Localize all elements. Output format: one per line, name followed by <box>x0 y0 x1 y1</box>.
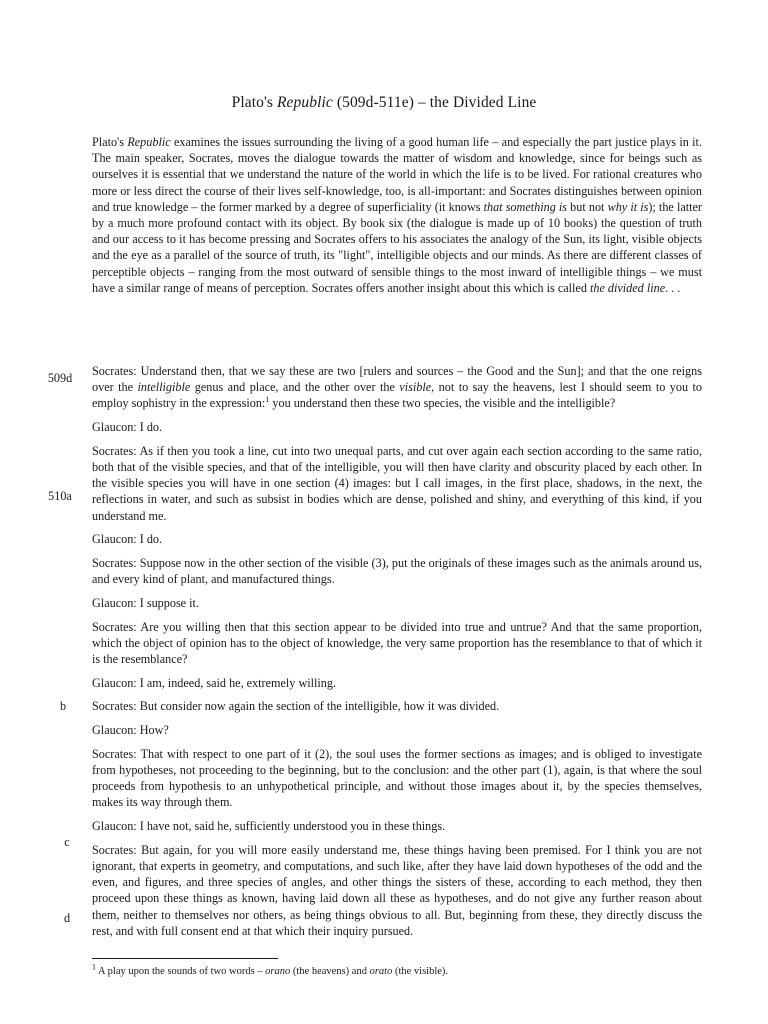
intro-paragraph: Plato's Republic examines the issues surrounding the living of a good human life – and especially the part justice plays in it. The main speaker, Socrates, moves the dialogue towards the matter of wisdom and knowledge, since for beings such as ourselves it is essential that we understand the nature of the world in which the life is to be lived. For rational creatures who more or less direct the course of their lives self-knowledge, too, is all-important: and Socrates distinguishes between opinion and true knowledge – the former marked by a degree of superficiality (it knows that something is but not why it is); the latter by a much more profound contact with its object. By book six (the dialogue is made up of 10 books) the question of truth and our access to it has become pressing and Socrates offers to his associates the analogy of the Sun, its light, visible objects and the eye as a parallel of the source of truth, its "light", intelligible objects and our minds. As there are different classes of perceptible objects – ranging from the most outward of sensible things to the most inward of intelligible things – we must have a similar range of means of perception. Socrates offers another insight about this which is called the divided line. . . <box>92 135 702 295</box>
dialogue-paragraph: Glaucon: I do. <box>92 532 163 547</box>
margin-ref-510a: 510a <box>48 489 72 503</box>
page-title: Plato's Republic (509d-511e) – the Divided Line <box>231 94 537 111</box>
dialogue-paragraph: Glaucon: I am, indeed, said he, extremely willing. <box>92 675 337 690</box>
dialogue-paragraph: Glaucon: I suppose it. <box>92 595 199 610</box>
margin-ref-b: b <box>59 699 67 713</box>
margin-ref-509d: 509d <box>47 371 73 385</box>
dialogue-paragraph: Socrates: Suppose now in the other section of the visible (3), put the originals of these images such as the animals around us, and every kind of plant, and manufactured things. <box>92 556 702 587</box>
footnote: $^1$ A play upon the sounds of two words – orano (the heavens) and orato (the visible). <box>92 962 449 977</box>
footnote-divider <box>92 958 278 959</box>
margin-ref-d: d <box>63 911 71 925</box>
dialogue-section <box>92 363 702 947</box>
margin-ref-c: c <box>64 835 70 849</box>
footnote-marker: 1 <box>265 395 270 405</box>
dialogue-paragraph: Glaucon: I do. <box>92 420 163 435</box>
dialogue-paragraph: Socrates: But again, for you will more easily understand me, these things having been premised. For I think you are not ignorant, that experts in geometry, and computations, and such like, after they have laid down hypotheses of the odd and the even, and figures, and three species of angles, and other things the sisters of these, according to each method, they then proceed upon these things as known, having laid down all these as hypotheses, and do not give any further reason about them, neither to themselves nor others, as being things obvious to all. But, beginning from these, they directly discuss the rest, and with full consent end at that which their inquiry pursued. <box>92 842 702 938</box>
dialogue-paragraph: Socrates: That with respect to one part of it (2), the soul uses the former sections as images; and is obliged to investigate from hypotheses, not proceeding to the beginning, but to the conclusion: and the other part (1), again, is that where the soul proceeds from hypothesis to an unhypothetical principle, and without those images about it, by the species themselves, makes its way through them. <box>92 746 702 810</box>
dialogue-paragraph: Socrates: As if then you took a line, cut into two unequal parts, and cut over again each section according to the same ratio, both that of the visible species, and that of the intelligible, you will then have clarity and obscurity placed by each other. In the visible species you will have in one section (4) images: but I call images, in the first place, shadows, in the next, the reflections in water, and such as subsist in bodies which are dense, polished and shiny, and everything of this kind, if you understand me. <box>92 443 702 523</box>
dialogue-paragraph: Glaucon: I have not, said he, sufficiently understood you in these things. <box>92 819 446 834</box>
dialogue-paragraph: Socrates: Understand then, that we say these are two [rulers and sources – the Good and the Sun]; and that the one reigns over the intelligible genus and place, and the other over the visible, not to say the heavens, lest I should seem to you to employ sophistry in the expression:$^1$ you understand then these two species, the visible and the intelligible? <box>92 364 703 411</box>
dialogue-paragraph: Socrates: But consider now again the section of the intelligible, how it was divided. <box>92 699 500 714</box>
dialogue-paragraph: Socrates: Are you willing then that this section appear to be divided into true and untrue? And that the same proportion, which the object of opinion has to the object of knowledge, the very same proportion has the resemblance to that of which it is the resemblance? <box>92 619 702 667</box>
dialogue-paragraph: Glaucon: How? <box>92 723 169 738</box>
